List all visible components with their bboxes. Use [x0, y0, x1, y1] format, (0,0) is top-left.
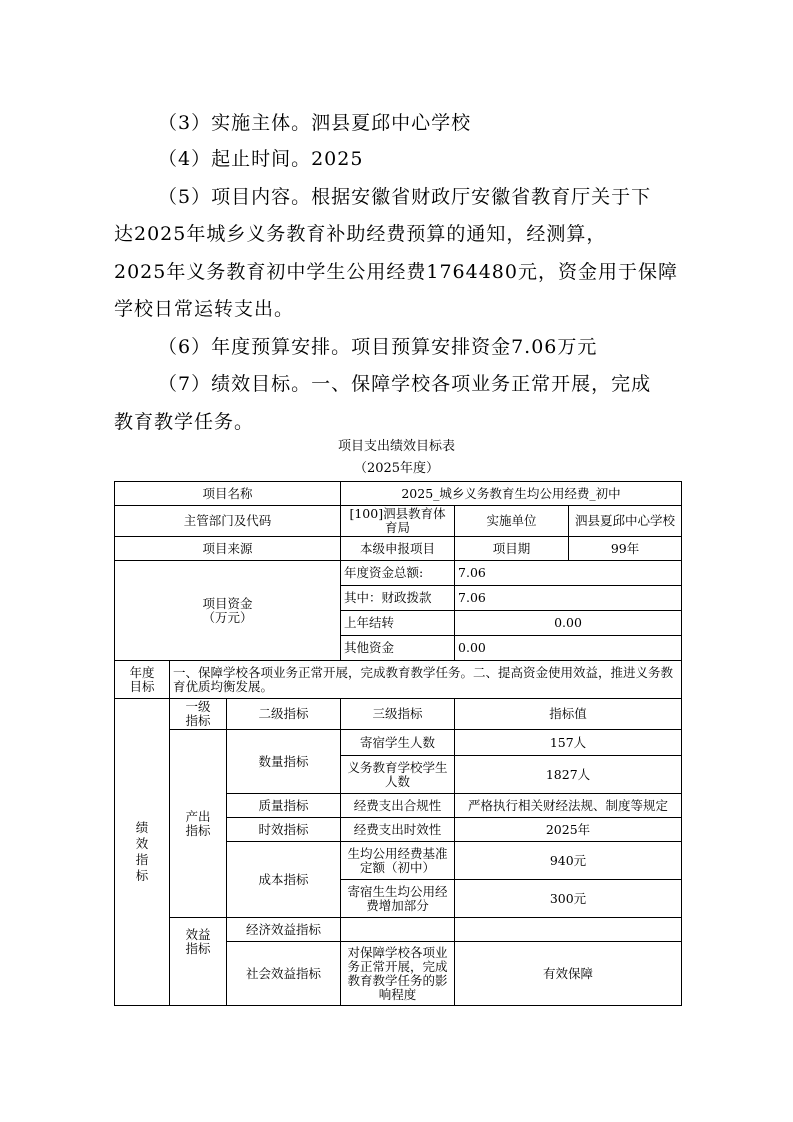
cost2-value: 300元: [455, 880, 682, 918]
paragraph-content-line4: 学校日常运转支出。: [114, 298, 295, 320]
q1-value: 157人: [455, 730, 682, 756]
perf-indicator-label-text: 绩效指标: [135, 820, 149, 883]
col-value-header: 指标值: [455, 699, 682, 730]
social-indicator-label: 社会效益指标: [227, 942, 341, 1006]
col-level2-header: 二级指标: [227, 699, 341, 730]
table-title: 项目支出绩效目标表: [337, 439, 455, 454]
paragraph-budget: （6）年度预算安排。项目预算安排资金7.06万元: [158, 336, 598, 358]
quality-indicator-label: 质量指标: [227, 794, 341, 818]
quantity-indicator-label: 数量指标: [227, 730, 341, 794]
economic-indicator-label: 经济效益指标: [227, 918, 341, 942]
funds-label-unit: （万元）: [202, 609, 253, 625]
cost1-name: 生均公用经费基准定额（初中）: [341, 842, 455, 880]
q2-name: 义务教育学校学生人数: [341, 756, 455, 794]
quality-name: 经费支出合规性: [341, 794, 455, 818]
timeliness-indicator-label: 时效指标: [227, 818, 341, 842]
project-name-value: 2025_城乡义务教育生均公用经费_初中: [341, 482, 682, 506]
paragraph-content-line3: 2025年义务教育初中学生公用经费1764480元，资金用于保障: [114, 261, 678, 283]
quality-value: 严格执行相关财经法规、制度等规定: [455, 794, 682, 818]
cost-indicator-label: 成本指标: [227, 842, 341, 918]
output-indicator-label-text: 产出指标: [185, 808, 211, 838]
dept-label: 主管部门及代码: [115, 506, 341, 537]
impl-unit-value: 泗县夏邱中心学校: [569, 506, 682, 537]
annual-goal-value: 一、保障学校各项业务正常开展，完成教育教学任务。二、提高资金使用效益，推进义务教育优质均衡发展。: [170, 661, 682, 699]
impl-unit-label: 实施单位: [455, 506, 569, 537]
period-label: 项目期: [455, 537, 569, 561]
paragraph-content-line1: （5）项目内容。根据安徽省财政厅安徽省教育厅关于下: [158, 186, 652, 208]
col-level1-header: [170, 699, 227, 730]
annual-goal-label: [115, 661, 170, 699]
economic-value: [455, 918, 682, 942]
funds-total-label: 年度资金总额:: [341, 561, 455, 586]
dept-value: [100]泗县教育体育局: [341, 506, 455, 537]
funds-fiscal-label: 其中：财政拨款: [341, 586, 455, 611]
paragraph-goal-line1: （7）绩效目标。一、保障学校各项业务正常开展，完成: [158, 373, 652, 395]
annual-goal-label-text: 年度目标: [129, 664, 155, 694]
benefit-indicator-label: [170, 918, 227, 1006]
funds-other-label: 其他资金: [341, 636, 455, 661]
funds-fiscal-value: 7.06: [455, 586, 682, 611]
paragraph-content-line2: 达2025年城乡义务教育补助经费预算的通知，经测算，: [114, 223, 607, 245]
performance-target-table: [114, 481, 682, 1006]
source-label: 项目来源: [115, 537, 341, 561]
output-indicator-label: [170, 730, 227, 918]
q1-name: 寄宿学生人数: [341, 730, 455, 756]
funds-label-main: 项目资金: [202, 595, 253, 611]
funds-carry-value: 0.00: [455, 611, 682, 636]
table-subtitle: （2025年度）: [353, 461, 440, 476]
paragraph-period: （4）起止时间。2025: [158, 148, 364, 170]
paragraph-goal-line2: 教育教学任务。: [114, 411, 255, 433]
timeliness-name: 经费支出时效性: [341, 818, 455, 842]
col-level1-header-text: 一级指标: [185, 699, 211, 728]
cost1-value: 940元: [455, 842, 682, 880]
project-name-label: 项目名称: [115, 482, 341, 506]
economic-name: [341, 918, 455, 942]
col-level3-header: 三级指标: [341, 699, 455, 730]
funds-total-value: 7.06: [455, 561, 682, 586]
social-name: 对保障学校各项业务正常开展，完成教育教学任务的影响程度: [341, 942, 455, 1006]
social-value: 有效保障: [455, 942, 682, 1006]
timeliness-value: 2025年: [455, 818, 682, 842]
funds-other-value: 0.00: [455, 636, 682, 661]
perf-indicator-label: [115, 699, 170, 1006]
funds-carry-label: 上年结转: [341, 611, 455, 636]
cost2-name: 寄宿生生均公用经费增加部分: [341, 880, 455, 918]
period-value: 99年: [569, 537, 682, 561]
q2-value: 1827人: [455, 756, 682, 794]
source-value: 本级申报项目: [341, 537, 455, 561]
paragraph-implementer: （3）实施主体。泗县夏邱中心学校: [158, 112, 472, 134]
funds-label: [115, 561, 341, 661]
benefit-indicator-label-text: 效益指标: [185, 927, 211, 956]
